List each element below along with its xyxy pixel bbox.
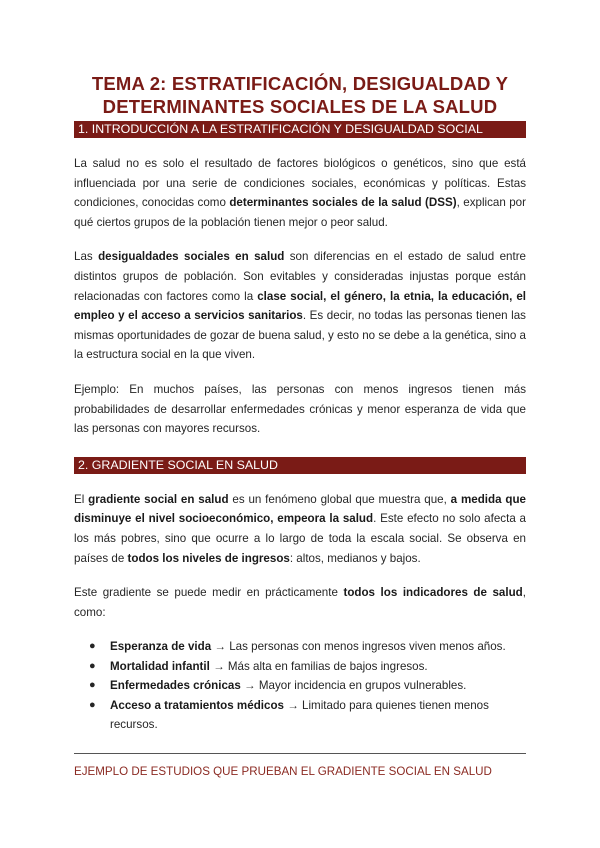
- title-line-1: TEMA 2: ESTRATIFICACIÓN, DESIGUALDAD Y: [91, 73, 509, 94]
- indicators-list: [74, 637, 526, 734]
- document-page: [74, 72, 526, 781]
- list-item: ● Acceso a tratamientos médicos → Limitado para quienes tienen menos recursos.: [74, 696, 526, 735]
- list-item: ● Esperanza de vida → Las personas con menos ingresos viven menos años.: [74, 637, 526, 656]
- section-1-paragraph-2: Las desigualdades sociales en salud son diferencias en el estado de salud entre distintos grupos de población. Son evitables y consideradas injustas porque están relacionadas con factores como la clase social, el género, la etnia, la educación, el empleo y el acceso a servicios sanitarios. Es decir, no todas las personas tienen las mismas oportunidades de gozar de buena salud, y esto no se debe a la genética, sino a la estructura social en la que viven.: [74, 250, 527, 362]
- section-1-paragraph-3: Ejemplo: En muchos países, las personas con menos ingresos tienen más probabilidades de desarrollar enfermedades crónicas y menor esperanza de vida que las personas con mayores recursos.: [74, 382, 526, 436]
- list-item: ● Enfermedades crónicas → Mayor incidencia en grupos vulnerables.: [74, 676, 526, 695]
- section-1-paragraph-1: La salud no es solo el resultado de factores biológicos o genéticos, sino que está influenciada por una serie de condiciones sociales, económicas y políticas. Estas condiciones, conocidas como determinantes sociales de la salud (DSS), explican por qué ciertos grupos de la población tienen mejor o peor salud.: [74, 157, 526, 229]
- section-2-paragraph-1: El gradiente social en salud es un fenómeno global que muestra que, a medida que disminuye el nivel socioeconómico, empeora la salud. Este efecto no solo afecta a los más pobres, sino que ocurre a lo largo de toda la escala social. Se observa en países de todos los niveles de ingresos: altos, medianos y bajos.: [74, 492, 526, 565]
- studies-subheading: EJEMPLO DE ESTUDIOS QUE PRUEBAN EL GRADIENTE SOCIAL EN SALUD: [74, 765, 492, 779]
- list-item: ● Mortalidad infantil → Más alta en familias de bajos ingresos.: [74, 657, 526, 676]
- bullet-icon: ●: [89, 698, 96, 711]
- section-2-paragraph-2: Este gradiente se puede medir en prácticamente todos los indicadores de salud, como:: [74, 586, 526, 619]
- horizontal-divider: [74, 753, 526, 754]
- title-line-2: DETERMINANTES SOCIALES DE LA SALUD: [102, 96, 498, 117]
- section-2-heading: 2. GRADIENTE SOCIAL EN SALUD: [74, 457, 526, 474]
- bullet-icon: ●: [89, 640, 96, 653]
- bullet-icon: ●: [89, 659, 96, 672]
- document-title: [64, 72, 536, 118]
- section-1-heading: 1. INTRODUCCIÓN A LA ESTRATIFICACIÓN Y DESIGUALDAD SOCIAL: [74, 121, 526, 138]
- bullet-icon: ●: [89, 679, 96, 692]
